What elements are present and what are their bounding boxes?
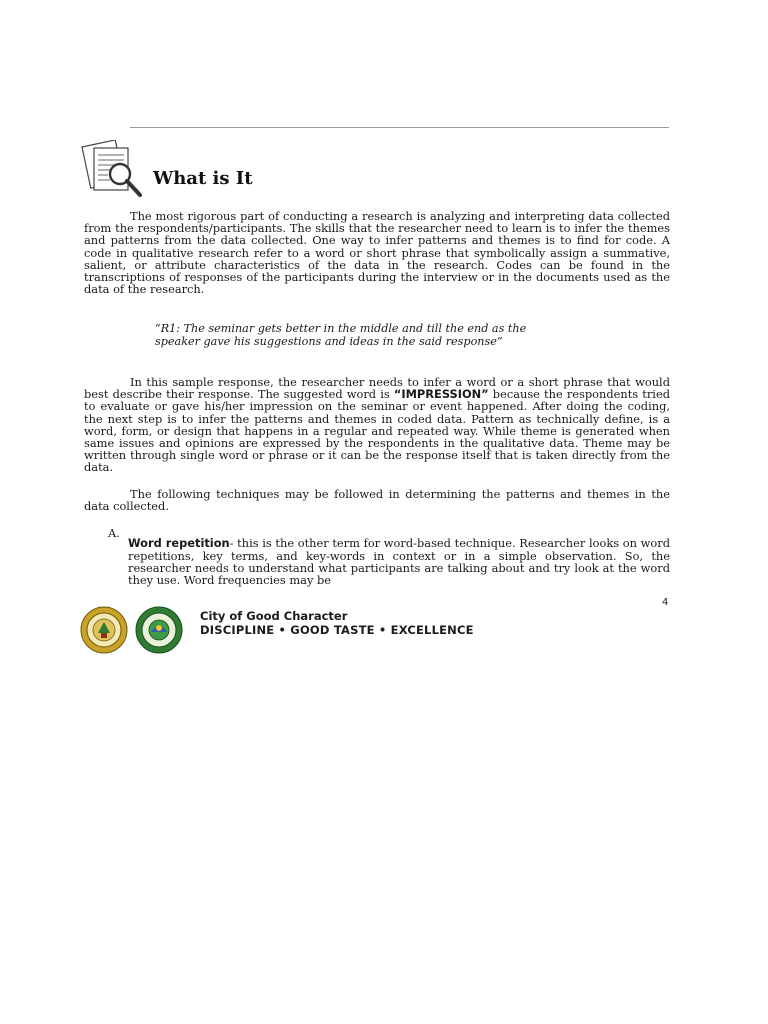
paragraph-text-part: In this sample response, the researcher needs to infer a word or a short phrase that would best describe their response. The suggested word is: [84, 375, 670, 402]
document-magnifier-icon: [80, 140, 146, 202]
list-term: Word repetition: [128, 536, 230, 551]
paragraph-sample-explanation: [84, 376, 670, 474]
paragraph-techniques-intro: The following techniques may be followed in determining the patterns and themes in the data collected.: [84, 487, 670, 514]
section-title: What is It: [153, 168, 253, 189]
footer-core-values: DISCIPLINE • GOOD TASTE • EXCELLENCE: [200, 623, 474, 637]
page-number: 4: [662, 597, 669, 608]
paragraph-intro: The most rigorous part of conducting a research is analyzing and interpreting data collected from the respondents/participants. The skills that the researcher need to learn is to infer the themes and patterns from the data collected. One way to infer patterns and themes is to find for code. A code in qualitative research refer to a word or short phrase that symbolically assign a summative, salient, or attribute characteristics of the data in the research. Codes can be found in the transcriptions of responses of the participants during the interview or in the documents used as the data of the research.: [84, 209, 670, 297]
city-seal-icon: [80, 606, 128, 654]
technique-list-item: [108, 526, 670, 598]
list-item-body: [128, 537, 670, 586]
top-rule: [130, 127, 669, 128]
list-term-description: - this is the other term for word-based technique. Researcher looks on word repetitions, key terms, and key-words in context or in a simple observation. So, the researcher needs to understand what participants are talking about and try look at the word they use. Word frequencies may be: [128, 536, 670, 587]
division-seal-icon: [135, 606, 183, 654]
suggested-word: “IMPRESSION”: [393, 387, 489, 402]
list-marker: A.: [108, 526, 120, 540]
footer-slogan-title: City of Good Character: [200, 609, 348, 623]
paragraph-text-part: because the respondents tried to evaluate or gave his/her impression on the seminar or event happened. After doing the coding, the next step is to infer the patterns and themes in coded data. Pattern as technically define, is a word, form, or design that happens in a regular and repeated way. While theme is generated when same issues and opinions are expressed by the respondents in the qualitative data. Theme may be written through single word or phrase or it can be the response itself that is taken directly from the data.: [84, 387, 670, 475]
sample-response-quote: “R1: The seminar gets better in the middle and till the end as the speaker gave his suggestions and ideas in the said response”: [155, 322, 527, 348]
